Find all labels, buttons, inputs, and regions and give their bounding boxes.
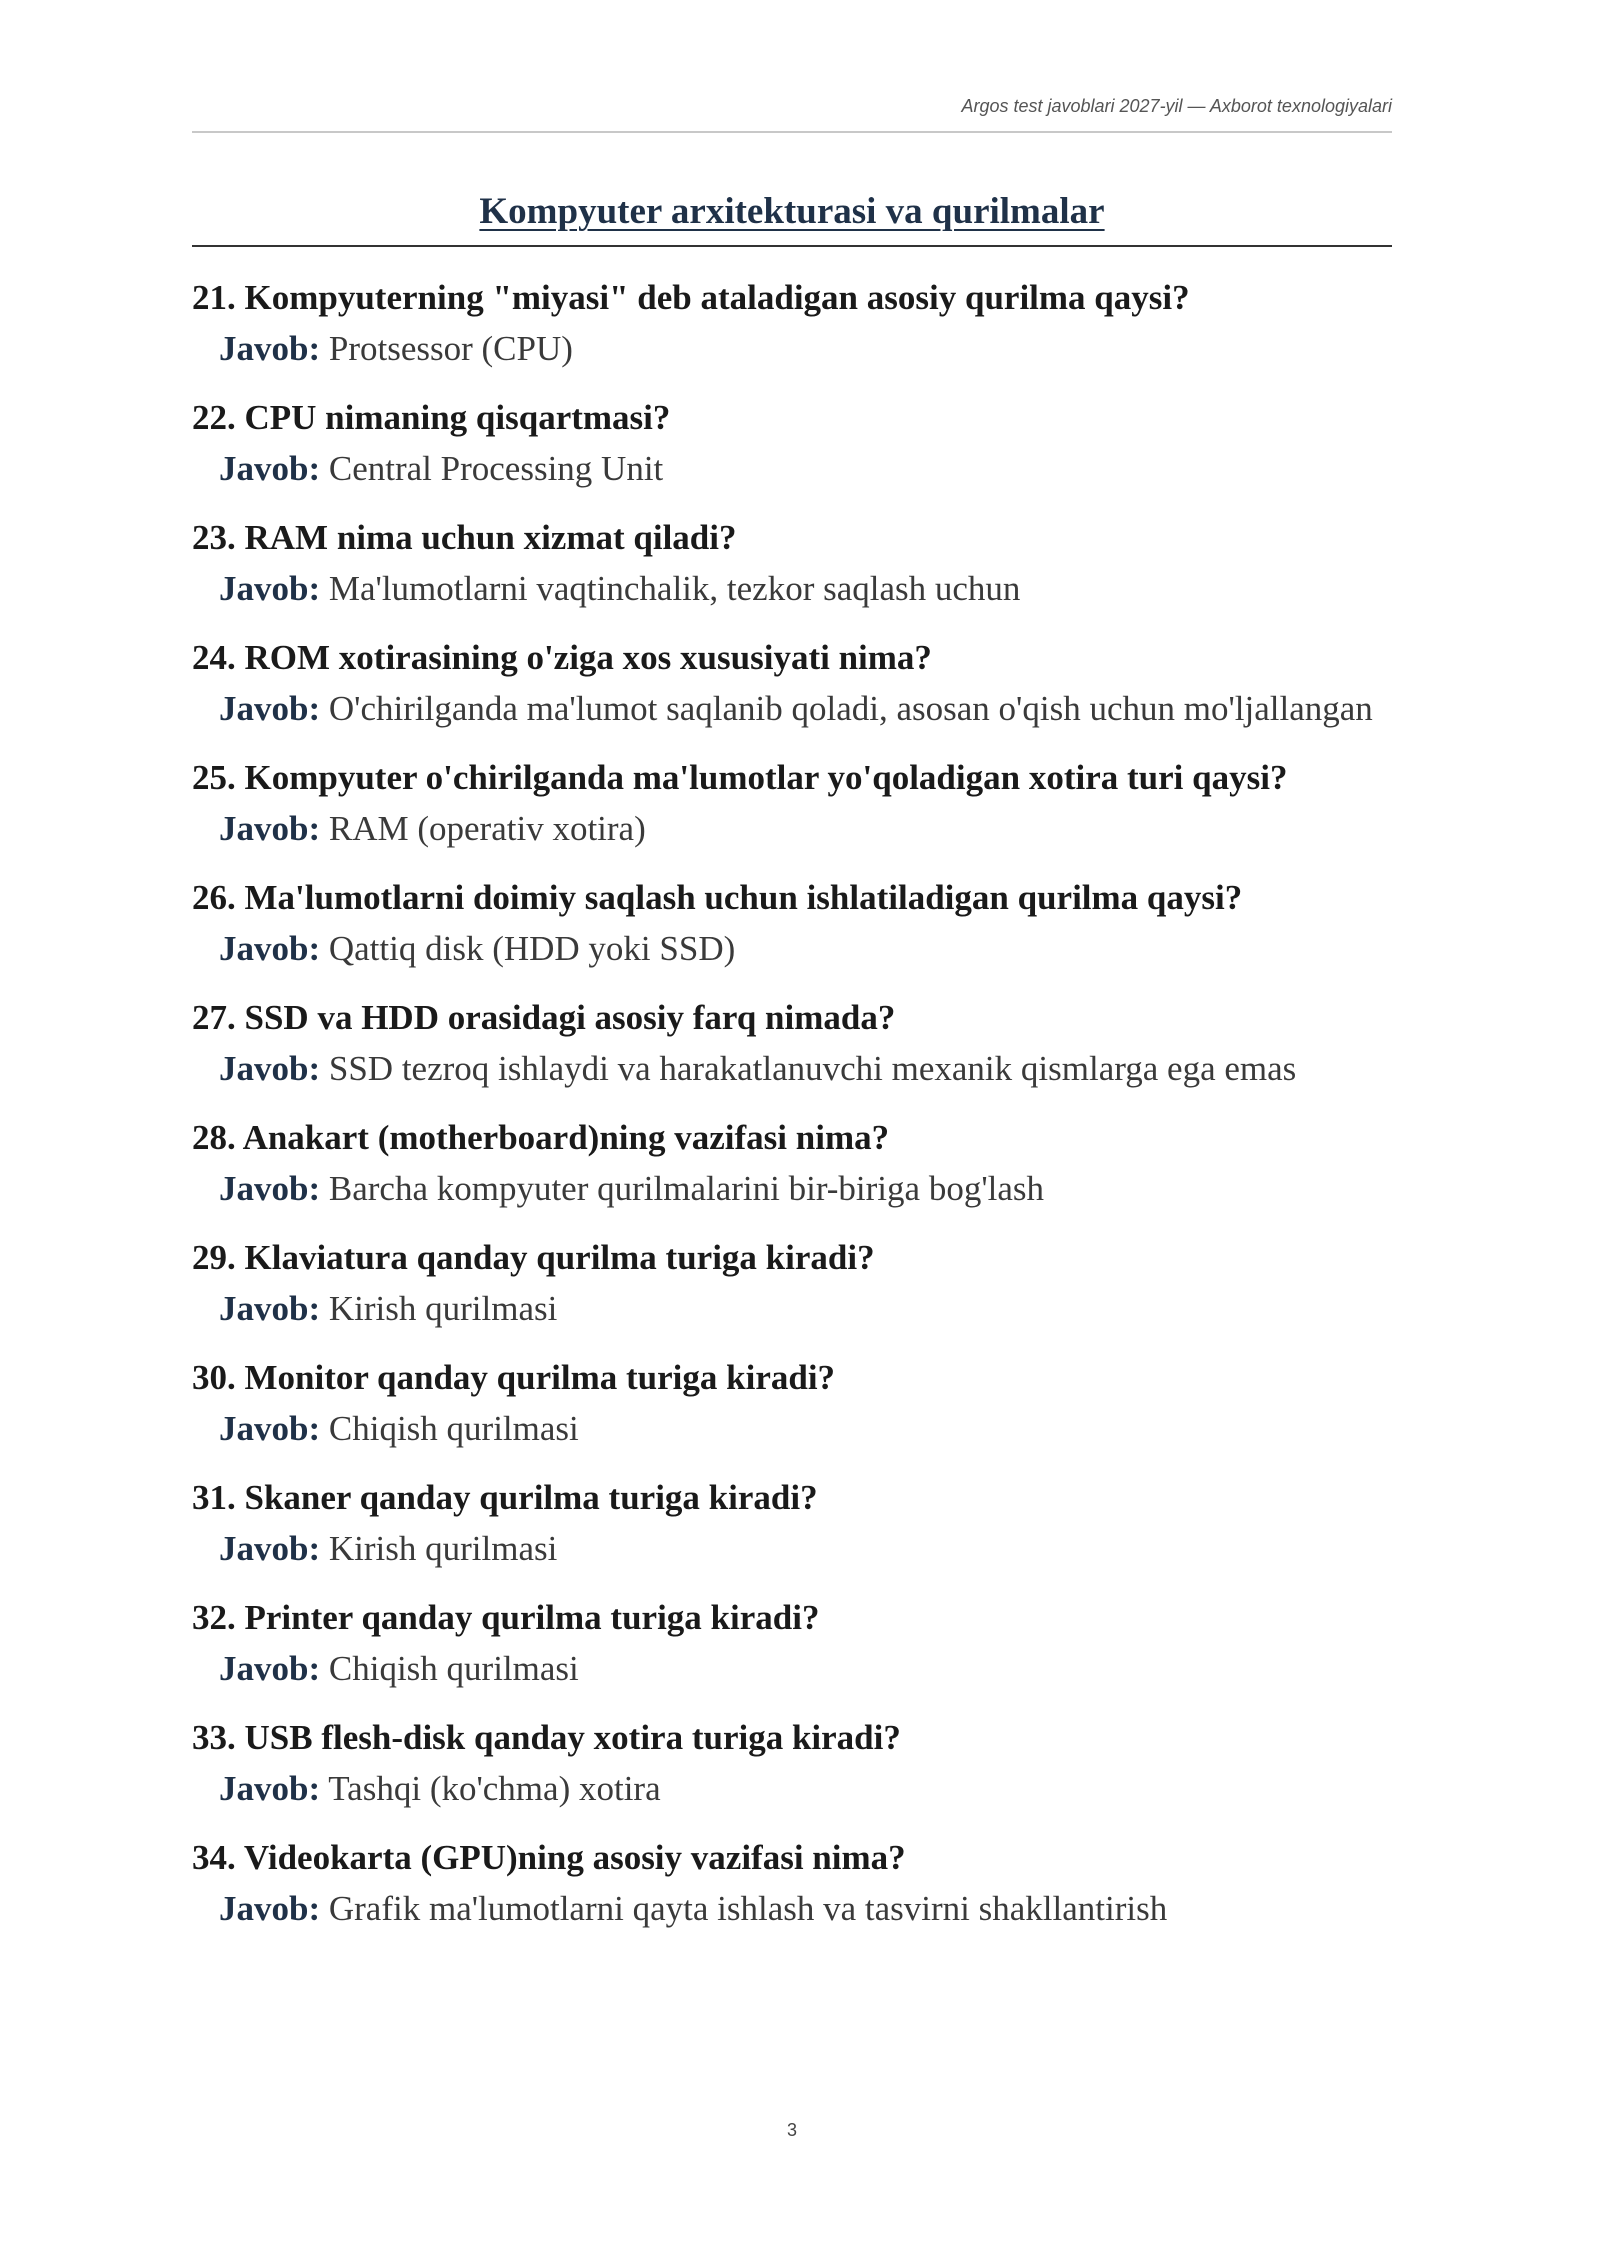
- qa-item: [192, 1832, 1392, 1934]
- qa-item: [192, 752, 1392, 854]
- answer-text: Barcha kompyuter qurilmalarini bir-biriga bog'lash: [328, 1169, 1044, 1208]
- qa-item: [192, 1592, 1392, 1694]
- answer-text: Kirish qurilmasi: [328, 1529, 558, 1568]
- answer: [192, 1404, 1392, 1454]
- question: 30. Monitor qanday qurilma turiga kiradi?: [192, 1358, 836, 1397]
- answer-label: Javob:: [219, 1529, 321, 1568]
- question: 24. ROM xotirasining o'ziga xos xususiyati nima?: [192, 638, 932, 677]
- question: 32. Printer qanday qurilma turiga kiradi?: [192, 1598, 820, 1637]
- section-title: Kompyuter arxitekturasi va qurilmalar: [479, 191, 1105, 232]
- answer-label: Javob:: [219, 569, 321, 608]
- answer-label: Javob:: [219, 1889, 321, 1928]
- answer: [192, 924, 1392, 974]
- qa-item: [192, 1112, 1392, 1214]
- answer-text: Kirish qurilmasi: [328, 1289, 558, 1328]
- answer: [192, 1044, 1392, 1094]
- answer-text: O'chirilganda ma'lumot saqlanib qoladi, asosan o'qish uchun mo'ljallangan: [328, 689, 1373, 728]
- qa-item: [192, 632, 1392, 734]
- question: 26. Ma'lumotlarni doimiy saqlash uchun ishlatiladigan qurilma qaysi?: [192, 878, 1243, 917]
- qa-item: [192, 512, 1392, 614]
- qa-item: [192, 1232, 1392, 1334]
- answer: [192, 444, 1392, 494]
- answer-text: Grafik ma'lumotlarni qayta ishlash va tasvirni shakllantirish: [328, 1889, 1168, 1928]
- answer-text: RAM (operativ xotira): [328, 809, 646, 848]
- question: 29. Klaviatura qanday qurilma turiga kiradi?: [192, 1238, 875, 1277]
- answer: [192, 1764, 1392, 1814]
- answer-label: Javob:: [219, 1289, 321, 1328]
- question: 28. Anakart (motherboard)ning vazifasi nima?: [192, 1118, 890, 1157]
- answer-label: Javob:: [219, 929, 321, 968]
- answer: [192, 1524, 1392, 1574]
- answer: [192, 1284, 1392, 1334]
- qa-item: [192, 872, 1392, 974]
- question: 33. USB flesh-disk qanday xotira turiga kiradi?: [192, 1718, 901, 1757]
- question: 34. Videokarta (GPU)ning asosiy vazifasi nima?: [192, 1838, 906, 1877]
- question: 23. RAM nima uchun xizmat qiladi?: [192, 518, 737, 557]
- answer-label: Javob:: [219, 449, 321, 488]
- answer: [192, 324, 1392, 374]
- document-page: [192, 0, 1392, 2262]
- answer: [192, 564, 1392, 614]
- answer-text: Chiqish qurilmasi: [328, 1649, 579, 1688]
- question: 27. SSD va HDD orasidagi asosiy farq nimada?: [192, 998, 896, 1037]
- answer-label: Javob:: [219, 1169, 321, 1208]
- answer-label: Javob:: [219, 809, 321, 848]
- qa-list: [192, 272, 1392, 1952]
- answer-label: Javob:: [219, 1649, 321, 1688]
- answer-text: Chiqish qurilmasi: [328, 1409, 579, 1448]
- answer-text: Protsessor (CPU): [328, 329, 573, 368]
- qa-item: [192, 992, 1392, 1094]
- answer-text: SSD tezroq ishlaydi va harakatlanuvchi mexanik qismlarga ega emas: [328, 1049, 1297, 1088]
- answer-text: Ma'lumotlarni vaqtinchalik, tezkor saqlash uchun: [328, 569, 1021, 608]
- qa-item: [192, 392, 1392, 494]
- question: 31. Skaner qanday qurilma turiga kiradi?: [192, 1478, 818, 1517]
- page-number: 3: [786, 2120, 797, 2140]
- answer: [192, 684, 1392, 734]
- answer-label: Javob:: [219, 1769, 321, 1808]
- header-divider: [192, 131, 1392, 133]
- answer-label: Javob:: [219, 1409, 321, 1448]
- question: 21. Kompyuterning "miyasi" deb ataladigan asosiy qurilma qaysi?: [192, 278, 1190, 317]
- answer-text: Central Processing Unit: [328, 449, 664, 488]
- question: 25. Kompyuter o'chirilganda ma'lumotlar yo'qoladigan xotira turi qaysi?: [192, 758, 1288, 797]
- answer-text: Tashqi (ko'chma) xotira: [328, 1769, 661, 1808]
- answer: [192, 1884, 1392, 1934]
- running-header: Argos test javoblari 2027-yil — Axborot texnologiyalari: [961, 96, 1392, 116]
- answer-label: Javob:: [219, 1049, 321, 1088]
- answer-label: Javob:: [219, 689, 321, 728]
- answer: [192, 804, 1392, 854]
- title-divider: [192, 245, 1392, 247]
- answer-label: Javob:: [219, 329, 321, 368]
- qa-item: [192, 1352, 1392, 1454]
- qa-item: [192, 1472, 1392, 1574]
- qa-item: [192, 1712, 1392, 1814]
- answer: [192, 1164, 1392, 1214]
- question: 22. CPU nimaning qisqartmasi?: [192, 398, 671, 437]
- qa-item: [192, 272, 1392, 374]
- answer: [192, 1644, 1392, 1694]
- answer-text: Qattiq disk (HDD yoki SSD): [328, 929, 736, 968]
